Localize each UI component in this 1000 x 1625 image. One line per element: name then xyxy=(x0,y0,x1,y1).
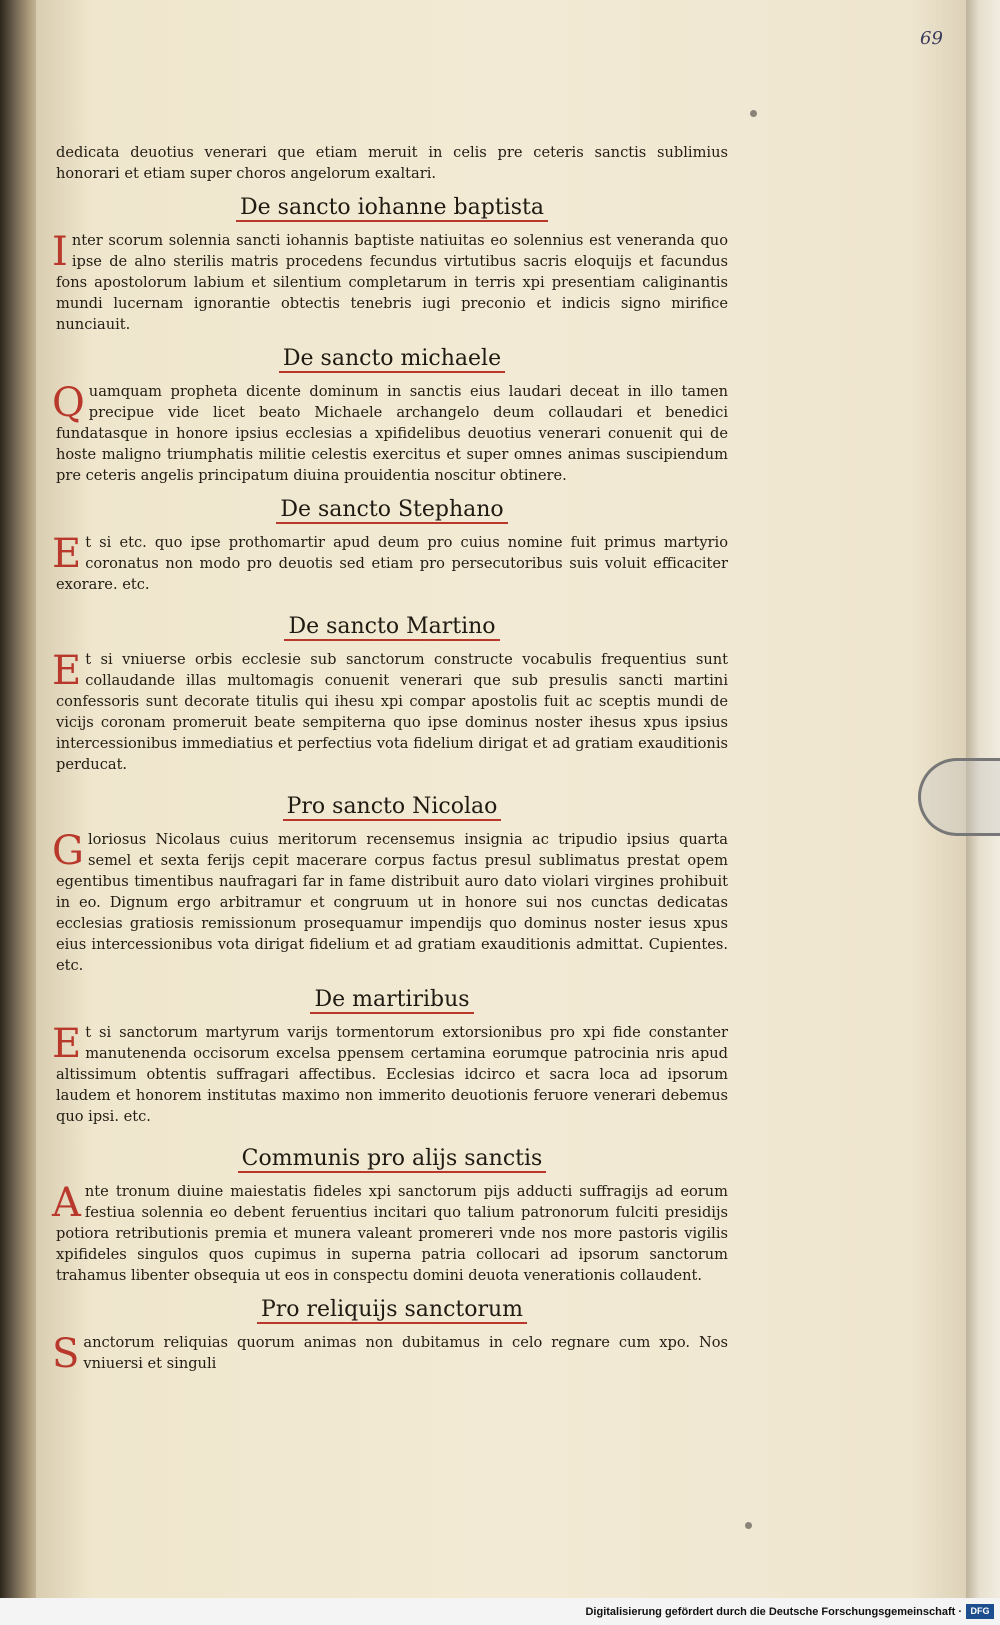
section-heading: De sancto Stephano xyxy=(56,496,728,524)
section-reliquijs xyxy=(52,1296,728,1377)
section-martino xyxy=(52,613,728,775)
section-nicolao xyxy=(52,793,728,976)
section-text: Gloriosus Nicolaus cuius meritorum recensemus insignia ac tripudio ipsius quarta semel et sexta ferijs cepit macerare corpus factus presul sublimatus prestat opem egentibus timentibus naufragari far in fame distribuit auro dato violari virgines prohibuit in eo. Dignum ergo arbitramur et congruum ut in honore sui nos cunctas dedicatas ecclesias gratiosis remissionum prosequamur impendijs quo dominus noster iesus xpus eius intercessionibus vota dirigat fidelium et ad gratiam exauditionis admittat. Cupientes. etc. xyxy=(52,828,728,974)
section-text: Inter scorum solennia sancti iohannis baptiste natiuitas eo solennius est veneranda quo ipse de alno sterilis matris procedens fecundus virtutibus sacris eloquijs et facundus fons apostolorum labium et silentium completarum in terris xpi presentiam caliginantis mundi lucernam ignorantie obtectis tenebris iugi preconio et indicis signo mirifice nunciauit. xyxy=(52,229,728,333)
section-text: Sanctorum reliquias quorum animas non dubitamus in celo regnare cum xpo. Nos vniuersi et singuli xyxy=(52,1331,728,1377)
section-communis xyxy=(52,1145,728,1286)
digitization-credit: Digitalisierung gefördert durch die Deutsche Forschungsgemeinschaft · xyxy=(585,1606,962,1618)
text-column xyxy=(52,142,728,1384)
dfg-logo: DFG xyxy=(966,1604,994,1619)
section-heading: De sancto michaele xyxy=(56,345,728,373)
section-text: Ante tronum diuine maiestatis fideles xpi sanctorum pijs adducti suffragijs ad eorum festiua solennia eo debent feruentius incitari quo talium patronorum fulciti presidijs potiora retributionis premia et munera valeant promereri vnde nos more pastoris vigilis xpifideles singulos quos cupimus in superna patria collocari ad ipsorum sanctorum trahamus libenter obsequia ut eos in conspectu domini deuota venerationis collaudent. xyxy=(52,1180,728,1284)
section-text: Quamquam propheta dicente dominum in sanctis eius laudari deceat in illo tamen precipue vide licet beato Michaele archangelo deum collaudari et benedici fundatasque in honore ipsius ecclesias a xpifidelibus deuotius venerari conuenit qui de hoste maligno triumphatis militie celestis exercitus et super omnes animas suscipiendum pre ceteris angelis principatum diuina prouidentia noscitur obtinere. xyxy=(52,380,728,484)
drop-initial: A xyxy=(52,1180,81,1226)
section-text: Et si sanctorum martyrum varijs tormentorum extorsionibus pro xpi fide constanter manutenenda occisorum excelsa ppensem certamina eorumque patrocinia nris apud altissimum obtentis suffragari affectibus. Ecclesias idcirco et sacra loca ad ipsorum laudem et honorem institutas maximo non immerito deuotionis feruore venerari debemus quo ipsi. etc. xyxy=(52,1021,728,1125)
page-clip xyxy=(918,758,1000,836)
section-text: Et si vniuerse orbis ecclesie sub sanctorum constructe vocabulis frequentius sunt collaudande illas multomagis conuenit venerari que sub presulis sancti martini confessoris sunt decorate titulis qui ihesu xpi compar apostolis fuit ac sceptis mundi de vicijs coronam promeruit beate sempiterna quo ipse dominus noster ihesus xpus ipsius intercessionibus immediatius et perfectius vota fidelium dirigat et ad gratiam exauditionis perducat. xyxy=(52,648,728,773)
paper-spot xyxy=(745,1522,752,1529)
section-iohanne xyxy=(52,194,728,335)
section-text: Et si etc. quo ipse prothomartir apud deum pro cuius nomine fuit primus martyrio coronatus non modo pro deuotis sed etiam pro persecutoribus suis voluit efficaciter exorare. etc. xyxy=(52,531,728,593)
drop-initial: G xyxy=(52,828,84,874)
drop-initial: E xyxy=(52,531,82,577)
section-heading: Pro sancto Nicolao xyxy=(56,793,728,821)
section-stephano xyxy=(52,496,728,595)
section-martiribus xyxy=(52,986,728,1127)
section-heading: De sancto Martino xyxy=(56,613,728,641)
section-heading: Communis pro alijs sanctis xyxy=(56,1145,728,1173)
section-text: dedicata deuotius venerari que etiam meruit in celis pre ceteris sanctis sublimius honorari et etiam super choros angelorum exaltari. xyxy=(56,144,728,182)
section-heading: Pro reliquijs sanctorum xyxy=(56,1296,728,1324)
drop-initial: E xyxy=(52,648,82,694)
section-heading: De sancto iohanne baptista xyxy=(56,194,728,222)
book-binding xyxy=(0,0,40,1598)
section-heading: De martiribus xyxy=(56,986,728,1014)
drop-initial: E xyxy=(52,1021,82,1067)
folio-number: 69 xyxy=(920,28,943,49)
drop-initial: I xyxy=(52,229,68,275)
drop-initial: Q xyxy=(52,380,85,426)
drop-initial: S xyxy=(52,1331,80,1377)
paper-spot xyxy=(750,110,757,117)
section-intro xyxy=(56,142,728,184)
section-michaele xyxy=(52,345,728,486)
